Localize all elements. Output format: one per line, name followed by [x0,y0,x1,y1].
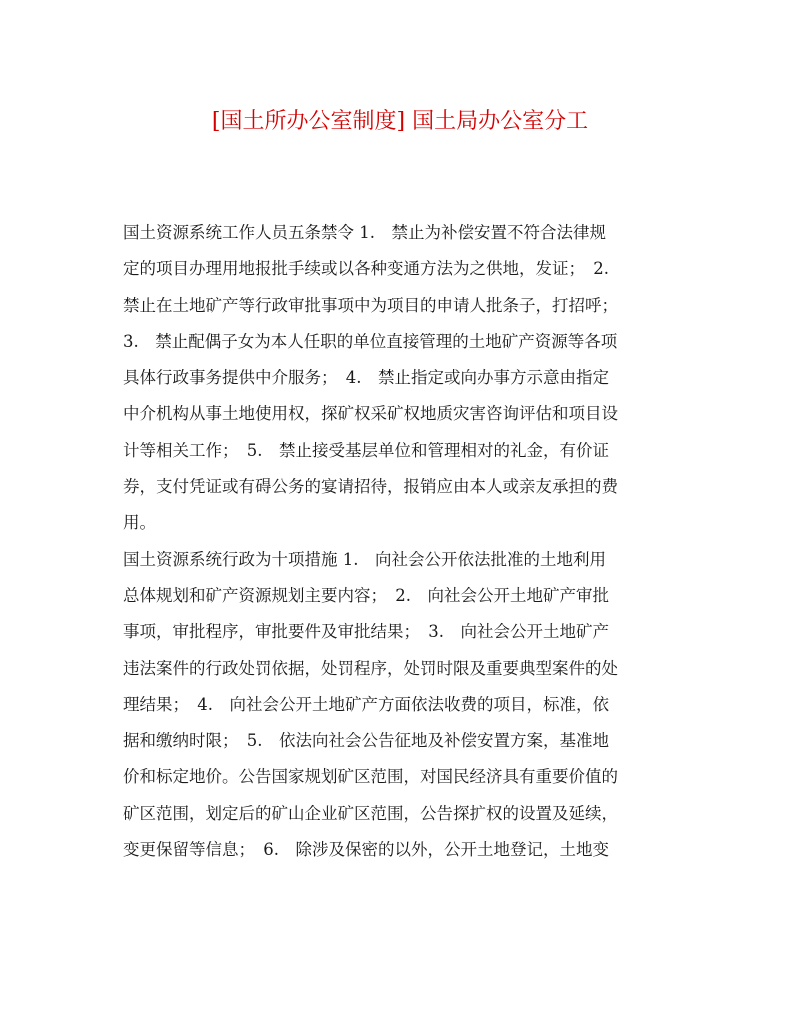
document-title: [国土所办公室制度] 国土局办公室分工 [211,109,589,134]
body-line: 总体规划和矿产资源规划主要内容； 2. 向社会公开土地矿产审批 [123,585,609,605]
body-line: 矿区范围，划定后的矿山企业矿区范围，公告探扩权的设置及延续， [123,803,618,823]
body-line: 3. 禁止配偶子女为本人任职的单位直接管理的土地矿产资源等各项 [123,331,618,351]
body-line: 具体行政事务提供中介服务； 4. 禁止指定或向办事方示意由指定 [123,368,609,388]
body-line: 国土资源系统行政为十项措施 1. 向社会公开依法批准的土地利用 [123,549,606,569]
body-line: 违法案件的行政处罚依据，处罚程序，处罚时限及重要典型案件的处 [123,658,618,678]
body-line: 变更保留等信息； 6. 除涉及保密的以外，公开土地登记，土地变 [123,840,609,860]
body-line: 计等相关工作； 5. 禁止接受基层单位和管理相对的礼金，有价证 [123,440,609,460]
body-line: 券，支付凭证或有碍公务的宴请招待，报销应由本人或亲友承担的费 [123,477,618,497]
body-line: 禁止在土地矿产等行政审批事项中为项目的申请人批条子，打招呼； [123,295,618,315]
body-line: 国土资源系统工作人员五条禁令 1. 禁止为补偿安置不符合法律规 [123,223,606,242]
body-line: 理结果； 4. 向社会公开土地矿产方面依法收费的项目，标准，依 [123,694,609,714]
body-line: 据和缴纳时限； 5. 依法向社会公告征地及补偿安置方案，基准地 [123,731,609,751]
body-line: 定的项目办理用地报批手续或以各种变通方法为之供地，发证； 2. [123,259,609,279]
body-line: 价和标定地价。公告国家规划矿区范围，对国民经济具有重要价值的 [123,767,618,787]
body-line: 中介机构从事土地使用权，探矿权采矿权地质灾害咨询评估和项目设 [123,404,618,424]
document-body [123,215,683,868]
body-line: 事项，审批程序，审批要件及审批结果； 3. 向社会公开土地矿产 [123,622,609,642]
body-line: 用。 [123,513,156,533]
